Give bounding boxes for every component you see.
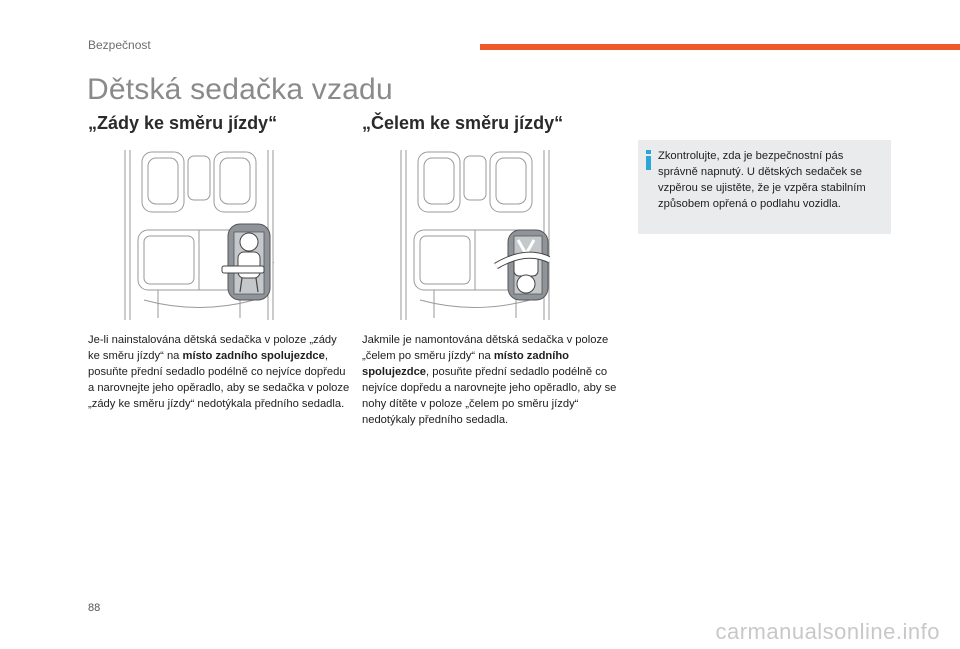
section-label: Bezpečnost <box>88 38 151 52</box>
page-title: Dětská sedačka vzadu <box>87 73 393 106</box>
info-note-box <box>638 140 891 234</box>
rear-facing-instructions: Je-li nainstalována dětská sedačka v poloze „zády ke směru jízdy“ na místo zadního spolujezdce, posuňte přední sedadlo podélně co nejvíce dopředu a narovnejte jeho opěradlo, aby se sedačka v poloze „zády ke směru jízdy“ nedotýkala předního sedadla. <box>88 334 350 410</box>
info-icon <box>646 150 651 170</box>
forward-facing-instructions: Jakmile je namontována dětská sedačka v poloze „čelem po směru jízdy“ na místo zadního spolujezdce, posuňte přední sedadlo podélně co nejvíce dopředu a narovnejte jeho opěradlo, aby se nohy dítěte v poloze „čelem po směru jízdy“ nedotýkaly předního sedadla. <box>362 334 617 426</box>
heading-rear-facing: „Zády ke směru jízdy“ <box>88 113 278 133</box>
page-number: 88 <box>88 602 101 614</box>
heading-forward-facing: „Čelem ke směru jízdy“ <box>362 113 564 133</box>
info-note-text: Zkontrolujte, zda je bezpečnostní pás správně napnutý. U dětských sedaček se vzpěrou se ujistěte, že je vzpěra stabilním způsobem opřená o podlahu vozidla. <box>658 150 866 210</box>
watermark: carmanualsonline.info <box>715 619 940 644</box>
header-accent-bar <box>480 44 960 50</box>
rear-facing-seat-illustration <box>124 150 274 320</box>
forward-facing-seat-illustration <box>400 150 550 320</box>
